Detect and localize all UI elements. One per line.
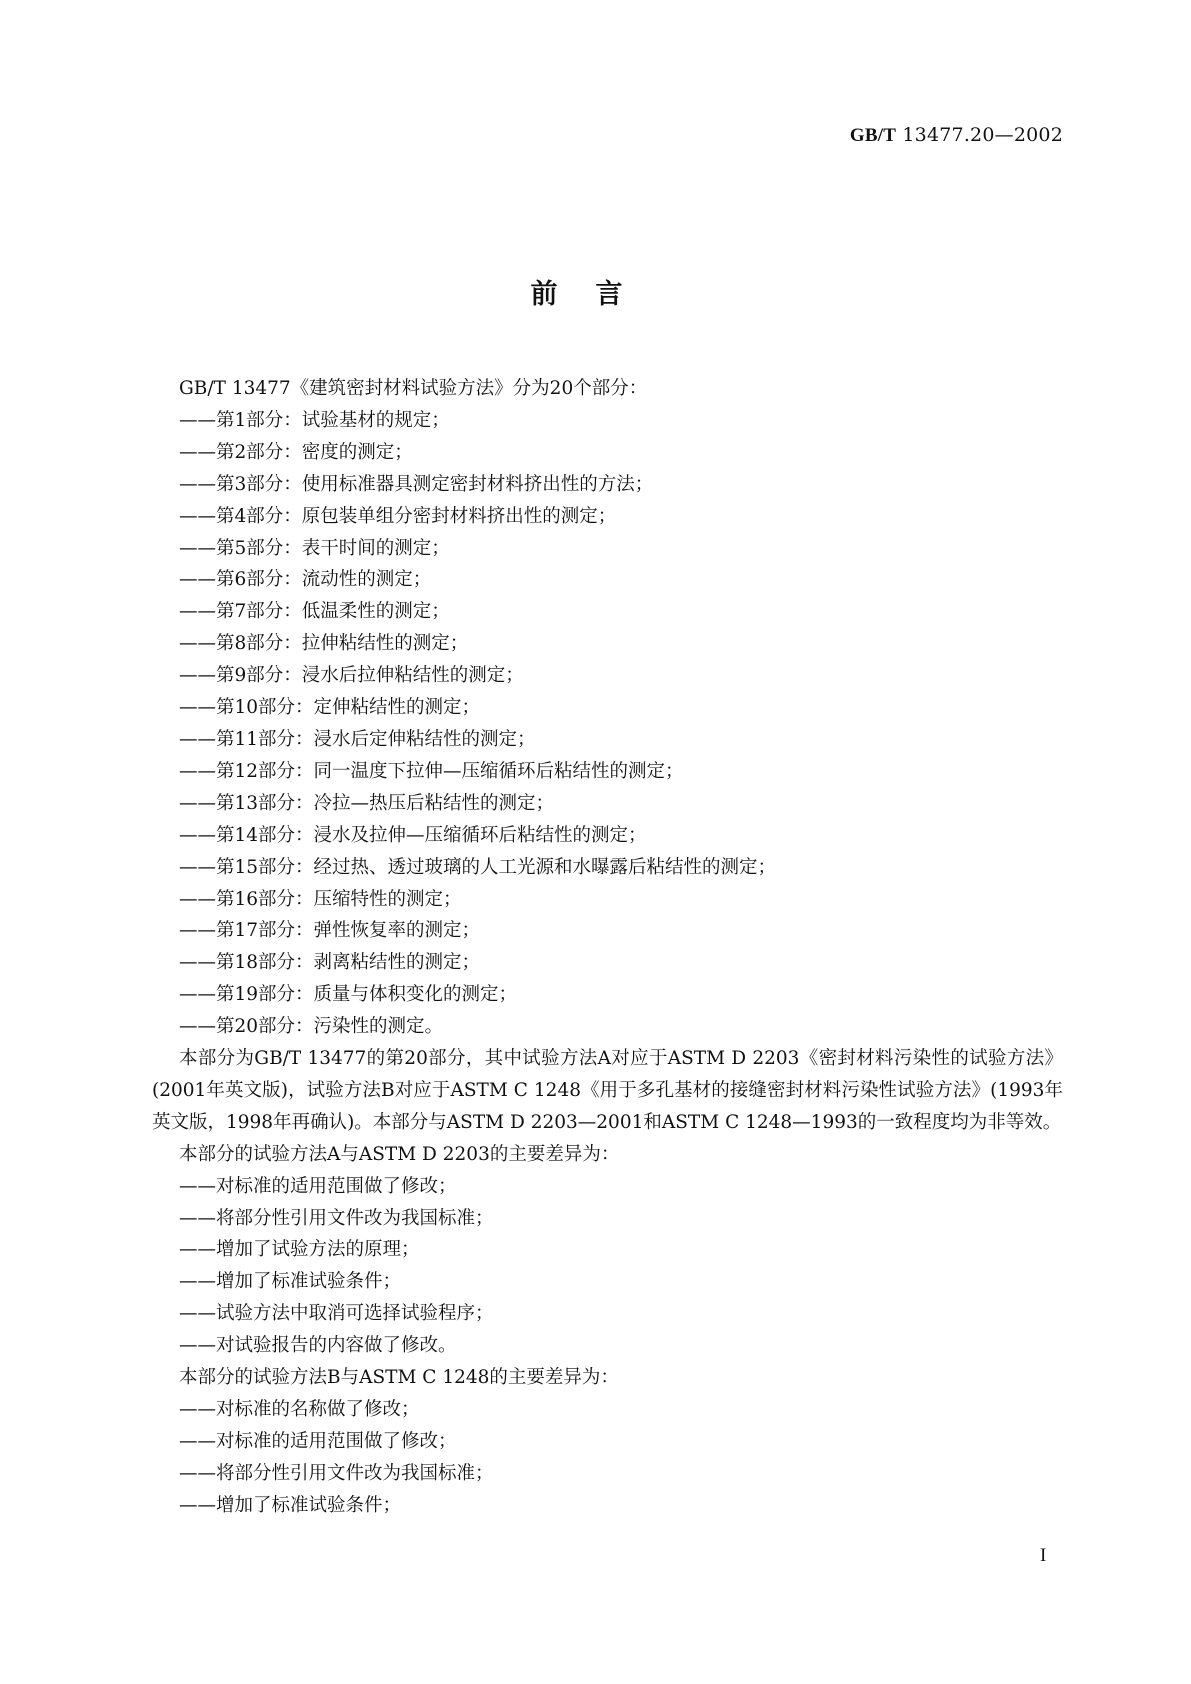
- part-list-item: ——第6部分：流动性的测定；: [179, 569, 432, 591]
- difference-item: ——对试验报告的内容做了修改。: [179, 1335, 457, 1357]
- part-list-item: ——第19部分：质量与体积变化的测定；: [179, 984, 518, 1006]
- document-body: [152, 373, 1063, 1522]
- standard-code: 13477.20—2002: [902, 124, 1063, 146]
- part-list-item: ——第10部分：定伸粘结性的测定；: [179, 697, 481, 719]
- part-list-item: ——第17部分：弹性恢复率的测定；: [179, 920, 481, 942]
- standard-number: [850, 124, 1063, 147]
- method-a-differences: [152, 1171, 1063, 1362]
- difference-item: ——增加了标准试验条件；: [179, 1494, 402, 1516]
- page-number: I: [1040, 1545, 1047, 1566]
- part-list-item: ——第1部分：试验基材的规定；: [179, 409, 450, 431]
- method-b-differences: [152, 1394, 1063, 1522]
- difference-item: ——将部分性引用文件改为我国标准；: [179, 1207, 494, 1229]
- difference-item: ——对标准的名称做了修改；: [179, 1399, 420, 1420]
- difference-item: ——试验方法中取消可选择试验程序；: [179, 1303, 494, 1325]
- part-list-item: ——第5部分：表干时间的测定；: [179, 537, 450, 559]
- parts-list: [152, 405, 1063, 1043]
- method-b-heading: 本部分的试验方法B与ASTM C 1248的主要差异为：: [179, 1367, 619, 1389]
- part-list-item: ——第15部分：经过热、透过玻璃的人工光源和水曝露后粘结性的测定；: [179, 856, 777, 878]
- part-list-item: ——第7部分：低温柔性的测定；: [179, 601, 450, 623]
- page-title: 前言: [530, 279, 661, 310]
- part-list-item: ——第12部分：同一温度下拉伸—压缩循环后粘结性的测定；: [179, 760, 684, 782]
- part-list-item: ——第3部分：使用标准器具测定密封材料挤出性的方法；: [179, 473, 654, 495]
- part-list-item: ——第18部分：剥离粘结性的测定；: [179, 952, 481, 974]
- difference-item: ——增加了标准试验条件；: [179, 1271, 402, 1293]
- part-list-item: ——第14部分：浸水及拉伸—压缩循环后粘结性的测定；: [179, 824, 647, 846]
- part-list-item: ——第13部分：冷拉—热压后粘结性的测定；: [179, 792, 555, 814]
- part-list-item: ——第8部分：拉伸粘结性的测定；: [179, 633, 469, 655]
- difference-item: ——对标准的适用范围做了修改；: [179, 1175, 457, 1197]
- part-list-item: ——第2部分：密度的测定；: [179, 441, 413, 463]
- part-list-item: ——第20部分：污染性的测定。: [179, 1016, 444, 1038]
- difference-item: ——将部分性引用文件改为我国标准；: [179, 1462, 494, 1484]
- difference-item: ——对标准的适用范围做了修改；: [179, 1430, 457, 1452]
- intro-paragraph: GB/T 13477《建筑密封材料试验方法》分为20个部分：: [179, 378, 648, 399]
- correspondence-paragraph: 本部分为GB/T 13477的第20部分，其中试验方法A对应于ASTM D 2203《密封材料污染性的试验方法》(2001年英文版)，试验方法B对应于ASTM C 1248《用于多孔基材的接缝密封材料污染性试验方法》(1993年英文版，1998年再确认)。本部分与ASTM D 2203—2001和ASTM C 1248—1993的一致程度均为非等效。: [152, 1048, 1063, 1133]
- standard-prefix: GB/T: [849, 125, 897, 146]
- part-list-item: ——第16部分：压缩特性的测定；: [179, 888, 462, 910]
- method-a-heading: 本部分的试验方法A与ASTM D 2203的主要差异为：: [179, 1143, 620, 1165]
- part-list-item: ——第9部分：浸水后拉伸粘结性的测定；: [179, 665, 524, 687]
- part-list-item: ——第11部分：浸水后定伸粘结性的测定；: [179, 728, 536, 750]
- part-list-item: ——第4部分：原包装单组分密封材料挤出性的测定；: [179, 505, 617, 527]
- difference-item: ——增加了试验方法的原理；: [179, 1239, 420, 1261]
